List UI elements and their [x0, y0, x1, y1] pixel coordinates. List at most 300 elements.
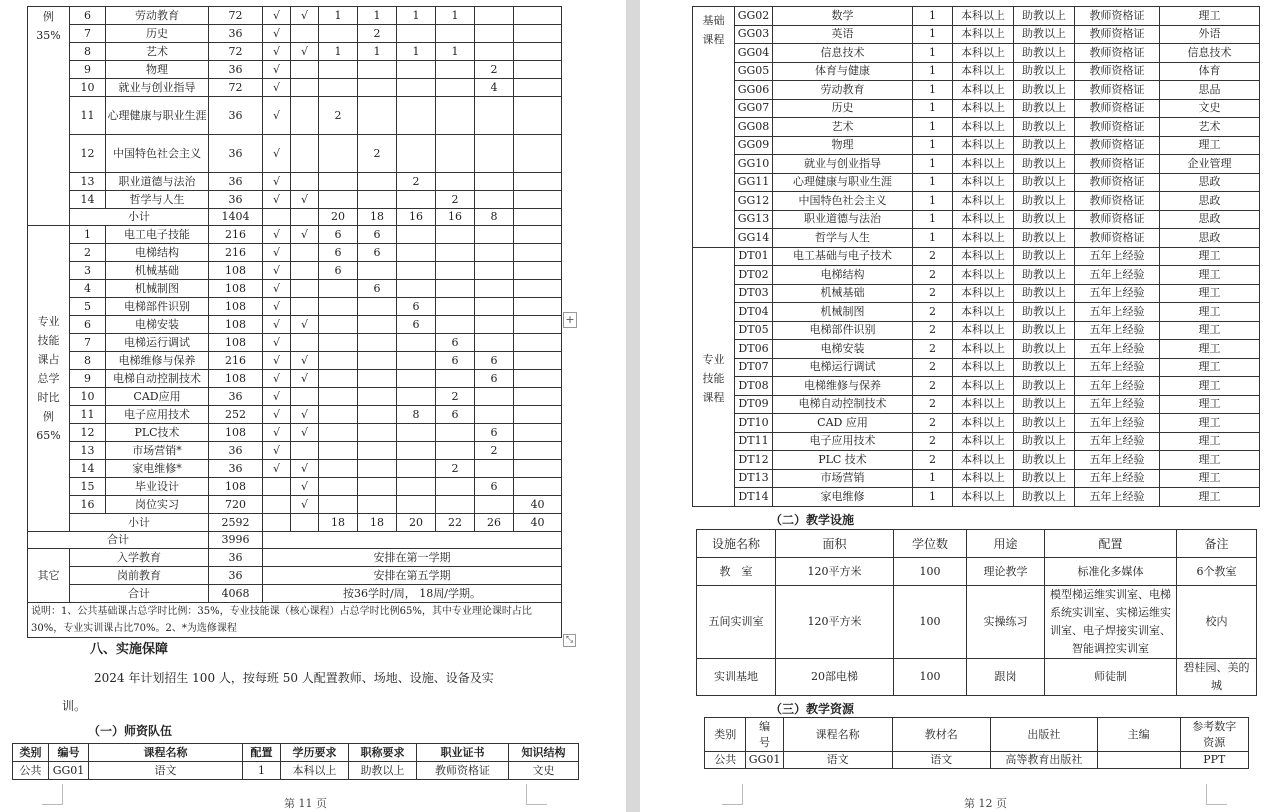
column-header: 学位数 [894, 530, 967, 558]
table-cell [358, 97, 397, 135]
table-cell: DT13 [735, 469, 773, 488]
table-cell: 4 [70, 280, 106, 298]
table-cell: √ [263, 97, 291, 135]
table-cell: 12 [70, 135, 106, 173]
table-cell: 6 [397, 316, 436, 334]
table-cell [475, 191, 514, 209]
table-cell [291, 298, 319, 316]
table-cell: √ [291, 191, 319, 209]
column-header: 学历要求 [281, 744, 349, 762]
table-cell: 本科以上 [953, 173, 1014, 192]
paragraph-line-1: 2024 年计划招生 100 人，按每班 50 人配置教师、场地、设施、设备及实 [94, 671, 494, 685]
group-label-line: 35% [36, 29, 61, 42]
table-cell: 理工 [1160, 358, 1260, 377]
course-name: 职业道德与法治 [106, 173, 209, 191]
table-cell: GG01 [49, 762, 89, 780]
table-cell: 1 [913, 173, 953, 192]
page-corner-mark [722, 784, 743, 805]
table-cell: √ [263, 226, 291, 244]
table-cell: 助教以上 [1014, 414, 1075, 433]
table-cell [514, 244, 562, 262]
table-cell [475, 406, 514, 424]
table-row [28, 442, 562, 460]
table-cell: 1 [913, 229, 953, 248]
table-cell: 思品 [1160, 81, 1260, 100]
table-cell: 外语 [1160, 25, 1260, 44]
table-cell: 本科以上 [953, 62, 1014, 81]
table-cell: 五年上经验 [1075, 358, 1160, 377]
course-name: 劳动教育 [773, 81, 913, 100]
table-cell: 助教以上 [349, 762, 417, 780]
table-cell [436, 478, 475, 496]
table-cell: DT11 [735, 432, 773, 451]
table-cell [475, 226, 514, 244]
table-cell: DT10 [735, 414, 773, 433]
table-cell: 理工 [1160, 340, 1260, 359]
table-cell: √ [291, 424, 319, 442]
table-row [693, 432, 1260, 451]
table-cell: √ [263, 460, 291, 478]
page-12 [640, 0, 1266, 812]
table-row [28, 424, 562, 442]
table-row [693, 136, 1260, 155]
table-cell: 理工 [1160, 247, 1260, 266]
table-cell: 教 室 [697, 558, 776, 586]
table-row [28, 316, 562, 334]
table-cell: 6个教室 [1177, 558, 1257, 586]
table-cell: 216 [209, 244, 263, 262]
group-label-professional [693, 247, 735, 506]
table-row [28, 478, 562, 496]
table-cell [514, 316, 562, 334]
table-cell: 6 [397, 298, 436, 316]
table-cell: 1 [913, 7, 953, 26]
table-cell: 6 [358, 226, 397, 244]
total-label: 合计 [28, 532, 209, 549]
table-cell: 6 [70, 316, 106, 334]
course-name: 电梯部件识别 [773, 321, 913, 340]
table-cell: 文史 [1160, 99, 1260, 118]
table-cell: √ [291, 370, 319, 388]
table-cell: 2 [913, 414, 953, 433]
group-label-general [28, 7, 70, 226]
table-cell [319, 298, 358, 316]
group-label-line: 总学 [37, 372, 60, 385]
table-cell [397, 97, 436, 135]
course-name: 电子应用技术 [773, 432, 913, 451]
course-name: 哲学与人生 [773, 229, 913, 248]
table-row [28, 97, 562, 135]
table-cell [291, 135, 319, 173]
table-cell: 助教以上 [1014, 81, 1075, 100]
table-cell [514, 388, 562, 406]
table-cell: 1 [436, 43, 475, 61]
table-cell: 五年上经验 [1075, 284, 1160, 303]
table-cell [397, 352, 436, 370]
table-cell: 本科以上 [953, 321, 1014, 340]
course-name: 历史 [106, 25, 209, 43]
table-row [28, 244, 562, 262]
table-cell: GG07 [735, 99, 773, 118]
table-row [28, 61, 562, 79]
table-cell [319, 61, 358, 79]
table-cell: DT06 [735, 340, 773, 359]
table-cell: 36 [209, 567, 263, 585]
table-cell: 教师资格证 [1075, 173, 1160, 192]
table-cell: DT03 [735, 284, 773, 303]
page-11 [0, 0, 626, 812]
table-cell: 助教以上 [1014, 377, 1075, 396]
table-cell: 理工 [1160, 303, 1260, 322]
table-row [28, 262, 562, 280]
table-cell [263, 514, 291, 532]
table-cell [514, 298, 562, 316]
table-cell [358, 370, 397, 388]
table-cell [475, 7, 514, 25]
table-row [693, 155, 1260, 174]
table-row [28, 352, 562, 370]
table-cell [397, 244, 436, 262]
table-cell: 碧桂园、美的城 [1177, 659, 1257, 696]
subtotal-row [28, 514, 562, 532]
table-cell: 语文 [783, 752, 892, 769]
table-cell: 教师资格证 [1075, 192, 1160, 211]
table-cell: 2 [358, 135, 397, 173]
table-cell: 本科以上 [953, 451, 1014, 470]
course-schedule-table [27, 6, 562, 638]
table-cell: 跟岗 [967, 659, 1045, 696]
table-cell: 本科以上 [953, 358, 1014, 377]
table-cell: 教师资格证 [1075, 44, 1160, 63]
table-cell: 五年上经验 [1075, 469, 1160, 488]
course-name: 电梯自动控制技术 [106, 370, 209, 388]
table-cell: 本科以上 [953, 25, 1014, 44]
table-cell: 思政 [1160, 192, 1260, 211]
table-cell: 1 [913, 81, 953, 100]
column-header: 知识结构 [509, 744, 579, 762]
table-cell: 助教以上 [1014, 25, 1075, 44]
column-header: 类别 [13, 744, 49, 762]
table-resize-handle[interactable]: ⤡ [563, 634, 576, 647]
table-cell: 8 [475, 209, 514, 226]
table-cell: 2 [70, 244, 106, 262]
table-cell [358, 79, 397, 97]
table-cell: 理工 [1160, 7, 1260, 26]
table-cell: 理工 [1160, 377, 1260, 396]
table-cell: √ [263, 7, 291, 25]
table-row [28, 25, 562, 43]
table-cell: 26 [475, 514, 514, 532]
table-cell [319, 334, 358, 352]
table-row [28, 173, 562, 191]
table-cell: 2 [913, 303, 953, 322]
table-cell: 2 [913, 432, 953, 451]
group-label-line: 基础 [702, 14, 725, 27]
table-cell: 教师资格证 [1075, 229, 1160, 248]
table-cell [514, 191, 562, 209]
table-cell: 36 [209, 388, 263, 406]
table-cell [397, 79, 436, 97]
table-cell [475, 43, 514, 61]
table-cell: 16 [436, 209, 475, 226]
table-row [693, 266, 1260, 285]
column-header: 出版社 [990, 718, 1097, 752]
table-cell [514, 460, 562, 478]
table-cell: 72 [209, 79, 263, 97]
table-cell: √ [263, 244, 291, 262]
table-cell [475, 496, 514, 514]
table-cell: 文史 [509, 762, 579, 780]
table-cell [397, 191, 436, 209]
resources-table [704, 717, 1249, 769]
course-name: 电梯维修与保养 [773, 377, 913, 396]
column-header: 课程名称 [89, 744, 243, 762]
group-label-line: 时比 [37, 391, 60, 404]
table-cell: 108 [209, 370, 263, 388]
table-cell: 本科以上 [953, 81, 1014, 100]
table-cell: 108 [209, 280, 263, 298]
table-cell: 14 [70, 460, 106, 478]
table-row [693, 173, 1260, 192]
table-cell: 6 [70, 7, 106, 25]
table-cell: GG08 [735, 118, 773, 137]
column-header: 编号 [49, 744, 89, 762]
table-row [697, 558, 1257, 586]
table-cell: 本科以上 [953, 247, 1014, 266]
table-cell: 教师资格证 [1075, 7, 1160, 26]
subtotal-label: 小计 [70, 514, 209, 532]
table-cell [397, 370, 436, 388]
table-cell: 36 [209, 191, 263, 209]
table-cell [291, 244, 319, 262]
table-note: 说明：1、公共基础课占总学时比例：35%，专业技能课（核心课程）占总学时比例65%，其中专业理论课时占比30%，专业实训课占比70%。2、*为选修课程 [28, 603, 562, 638]
table-cell: √ [291, 496, 319, 514]
table-cell: 助教以上 [1014, 303, 1075, 322]
course-name: 物理 [106, 61, 209, 79]
table-cell: 助教以上 [1014, 321, 1075, 340]
section-heading: 八、实施保障 [90, 642, 169, 657]
table-row [693, 284, 1260, 303]
column-header: 编号 [746, 718, 783, 752]
table-cell: √ [263, 352, 291, 370]
course-name: 电梯运行调试 [106, 334, 209, 352]
table-cell [319, 442, 358, 460]
table-row [28, 7, 562, 25]
table-cell: 助教以上 [1014, 395, 1075, 414]
table-cell [291, 173, 319, 191]
table-cell [358, 352, 397, 370]
table-row [693, 44, 1260, 63]
facilities-heading: （二）教学设施 [770, 513, 855, 527]
table-cell [436, 97, 475, 135]
table-cell: 9 [70, 61, 106, 79]
table-row [693, 99, 1260, 118]
table-cell [291, 209, 319, 226]
paragraph-line-2: 训。 [62, 699, 87, 713]
table-cell [475, 280, 514, 298]
table-cell: 2 [397, 173, 436, 191]
course-name: 中国特色社会主义 [106, 135, 209, 173]
table-cell: 2 [475, 61, 514, 79]
table-cell [397, 388, 436, 406]
table-cell: √ [263, 280, 291, 298]
table-cell: 8 [397, 406, 436, 424]
table-cell [436, 316, 475, 334]
table-cell: 五年上经验 [1075, 395, 1160, 414]
column-header: 面积 [776, 530, 894, 558]
table-cell [319, 79, 358, 97]
column-header: 备注 [1177, 530, 1257, 558]
table-cell [358, 460, 397, 478]
table-cell: √ [291, 460, 319, 478]
table-cell [291, 25, 319, 43]
table-cell: 2 [913, 395, 953, 414]
table-cell [358, 424, 397, 442]
table-cell [358, 262, 397, 280]
page-corner-mark [42, 784, 63, 805]
column-header: 配置 [1045, 530, 1177, 558]
total-value: 3996 [209, 532, 263, 549]
table-cell: 6 [436, 352, 475, 370]
table-cell [514, 478, 562, 496]
table-cell: 1 [913, 99, 953, 118]
table-cell [436, 424, 475, 442]
table-cell: 信息技术 [1160, 44, 1260, 63]
table-cell [397, 424, 436, 442]
table-cell [397, 478, 436, 496]
table-row [693, 229, 1260, 248]
table-cell: 本科以上 [953, 229, 1014, 248]
table-cell: 6 [358, 244, 397, 262]
table-cell: GG06 [735, 81, 773, 100]
table-cell: 理工 [1160, 395, 1260, 414]
table-cell [436, 496, 475, 514]
table-cell: 理论教学 [967, 558, 1045, 586]
table-cell: √ [263, 388, 291, 406]
table-cell: √ [263, 262, 291, 280]
table-cell: 1 [913, 488, 953, 507]
table-cell [475, 173, 514, 191]
table-cell: 助教以上 [1014, 451, 1075, 470]
table-cell: 理工 [1160, 488, 1260, 507]
table-cell [319, 352, 358, 370]
table-row [693, 118, 1260, 137]
table-cell: 2 [913, 358, 953, 377]
table-cell: 9 [70, 370, 106, 388]
column-header: 参考数字资源 [1180, 718, 1248, 752]
group-label-line: 课占 [37, 353, 60, 366]
total-row [28, 532, 562, 549]
course-name: 心理健康与职业生涯 [773, 173, 913, 192]
course-name: 历史 [773, 99, 913, 118]
table-row [693, 210, 1260, 229]
table-cell: 体育 [1160, 62, 1260, 81]
table-cell: 5 [70, 298, 106, 316]
table-cell: 助教以上 [1014, 432, 1075, 451]
table-cell [514, 442, 562, 460]
table-cell [397, 334, 436, 352]
course-name: 就业与创业指导 [773, 155, 913, 174]
table-cell: 13 [70, 173, 106, 191]
table-cell [475, 262, 514, 280]
table-cell [475, 244, 514, 262]
table-cell: 10 [70, 388, 106, 406]
table-cell [263, 532, 562, 549]
table-cell: √ [263, 424, 291, 442]
course-name: 心理健康与职业生涯 [106, 97, 209, 135]
table-cell: 120平方米 [776, 558, 894, 586]
table-cell [397, 442, 436, 460]
table-cell: DT04 [735, 303, 773, 322]
table-cell: 高等教育出版社 [990, 752, 1097, 769]
course-name: CAD 应用 [773, 414, 913, 433]
subsection-heading: （一）师资队伍 [88, 724, 173, 738]
group-label-other: 其它 [28, 549, 70, 603]
table-cell: 120平方米 [776, 586, 894, 659]
table-cell: 2 [319, 97, 358, 135]
column-header: 类别 [705, 718, 746, 752]
table-cell: 公共 [705, 752, 746, 769]
table-cell: 1 [319, 7, 358, 25]
table-row [693, 81, 1260, 100]
table-cell: 1 [358, 7, 397, 25]
course-name: 机械基础 [773, 284, 913, 303]
column-header: 配置 [243, 744, 281, 762]
table-cell: 11 [70, 406, 106, 424]
table-cell [319, 25, 358, 43]
table-cell: 本科以上 [953, 99, 1014, 118]
table-cell [514, 226, 562, 244]
table-cell: 6 [475, 478, 514, 496]
table-row [28, 496, 562, 514]
table-cell: 3 [70, 262, 106, 280]
add-column-handle[interactable]: + [563, 312, 577, 328]
table-cell: 100 [894, 558, 967, 586]
table-cell: GG12 [735, 192, 773, 211]
group-label-line: 专业 [702, 353, 725, 366]
table-cell: 8 [70, 352, 106, 370]
table-cell [358, 442, 397, 460]
table-cell [514, 97, 562, 135]
table-cell: 本科以上 [953, 432, 1014, 451]
table-cell: √ [263, 135, 291, 173]
table-cell [1097, 752, 1180, 769]
resources-heading: （三）教学资源 [770, 702, 855, 716]
table-cell: 2 [913, 284, 953, 303]
table-cell [319, 460, 358, 478]
table-row [693, 377, 1260, 396]
table-cell [397, 135, 436, 173]
table-cell [358, 298, 397, 316]
group-label-line: 技能 [702, 372, 725, 385]
table-cell: 2 [913, 377, 953, 396]
table-row [693, 192, 1260, 211]
table-cell: 理工 [1160, 414, 1260, 433]
course-name: 岗位实习 [106, 496, 209, 514]
table-cell [319, 135, 358, 173]
table-cell [514, 25, 562, 43]
table-cell [358, 61, 397, 79]
table-cell: 语文 [89, 762, 243, 780]
table-cell: DT14 [735, 488, 773, 507]
table-cell [475, 316, 514, 334]
table-cell: 36 [209, 135, 263, 173]
table-row [28, 388, 562, 406]
course-name: 机械制图 [106, 280, 209, 298]
table-cell: 助教以上 [1014, 99, 1075, 118]
table-cell: 4068 [209, 585, 263, 603]
table-cell: √ [263, 316, 291, 334]
